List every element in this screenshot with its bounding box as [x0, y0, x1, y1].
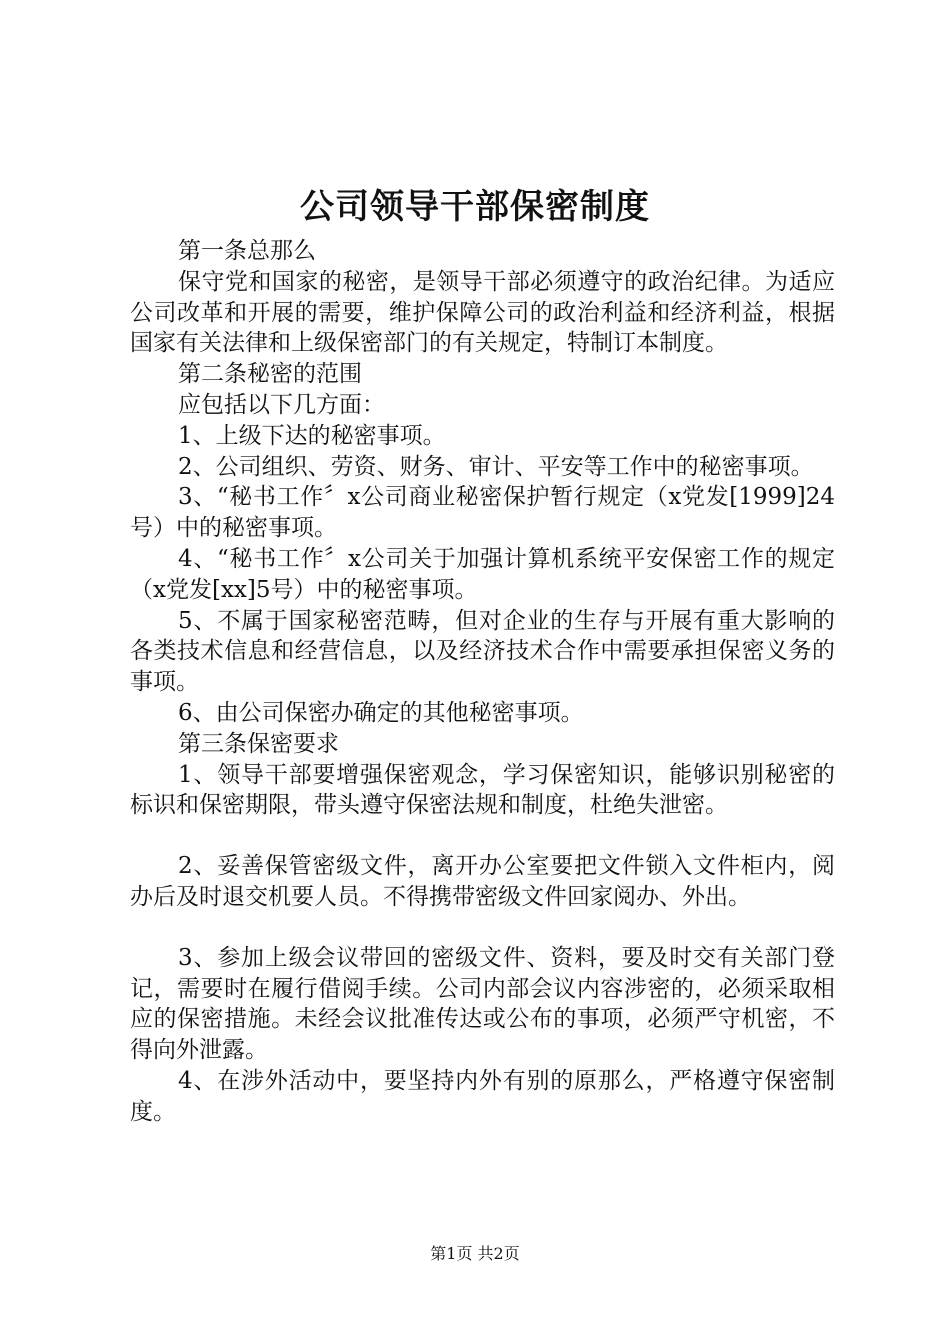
- article-3-heading: 第三条保密要求: [178, 730, 339, 757]
- article-1-heading: 第一条总那么: [178, 238, 316, 264]
- document-title: 公司领导干部保密制度: [300, 187, 650, 227]
- article-3-item-4: 4、在涉外活动中，要坚持内外有别的原那么，严格遵守保密制度。: [130, 1067, 835, 1125]
- article-2-intro: 应包括以下几方面：: [178, 391, 385, 418]
- page-number-footer: 第1页 共2页: [430, 1244, 520, 1263]
- article-1-paragraph: 保守党和国家的秘密，是领导干部必须遵守的政治纪律。为适应公司改革和开展的需要，维护保障公司的政治利益和经济利益，根据国家有关法律和上级保密部门的有关规定，特制订本制度。: [130, 268, 835, 357]
- article-3-item-1: 1、领导干部要增强保密观念，学习保密知识，能够识别秘密的标识和保密期限，带头遵守保密法规和制度，杜绝失泄密。: [130, 761, 835, 819]
- article-2-item-2: 2、公司组织、劳资、财务、审计、平安等工作中的秘密事项。: [178, 453, 814, 480]
- article-3-item-2: 2、妥善保管密级文件，离开办公室要把文件锁入文件柜内，阅办后及时退交机要人员。不得携带密级文件回家阅办、外出。: [130, 853, 835, 910]
- article-2-item-5: 5、不属于国家秘密范畴，但对企业的生存与开展有重大影响的各类技术信息和经营信息，以及经济技术合作中需要承担保密义务的事项。: [130, 607, 835, 696]
- article-2-item-1: 1、上级下达的秘密事项。: [178, 422, 446, 449]
- article-2-item-3: 3、“秘书工作〞x公司商业秘密保护暂行规定（x党发[1999]24号）中的秘密事项。: [130, 484, 835, 542]
- article-3-item-3: 3、参加上级会议带回的密级文件、资料，要及时交有关部门登记，需要时在履行借阅手续。公司内部会议内容涉密的，必须采取相应的保密措施。未经会议批准传达或公布的事项，必须严守机密，不得向外泄露。: [130, 944, 835, 1064]
- article-2-item-4: 4、“秘书工作〞x公司关于加强计算机系统平安保密工作的规定（x党发[xx]5号）中的秘密事项。: [130, 545, 835, 603]
- article-2-heading: 第二条秘密的范围: [178, 361, 362, 388]
- article-2-item-6: 6、由公司保密办确定的其他秘密事项。: [178, 699, 584, 726]
- document-body: [130, 236, 835, 1128]
